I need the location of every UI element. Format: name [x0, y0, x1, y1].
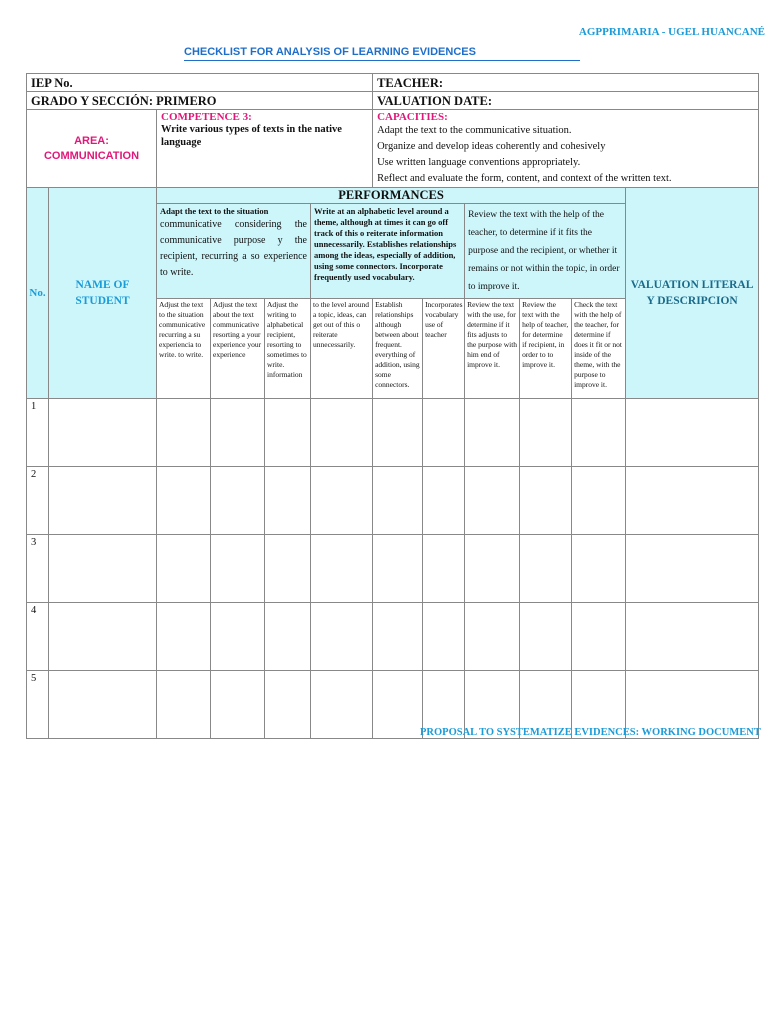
teacher-field[interactable]: TEACHER: — [373, 74, 759, 92]
title-underline — [184, 60, 580, 61]
check-cell[interactable] — [465, 467, 520, 535]
check-cell[interactable] — [211, 467, 265, 535]
check-cell[interactable] — [265, 671, 311, 739]
criterion-cell: Adjust the text to the situation communicative recurring a su experiencia to write. to write. — [157, 299, 211, 399]
student-name-cell[interactable] — [49, 671, 157, 739]
checklist-table — [26, 73, 759, 739]
row-number: 4 — [27, 603, 49, 671]
check-cell[interactable] — [465, 399, 520, 467]
check-cell[interactable] — [423, 399, 465, 467]
row-number: 5 — [27, 671, 49, 739]
criterion-cell: to the level around a topic, ideas, can get out of this o reiterate unnecessarily. — [311, 299, 373, 399]
capacity-item: Adapt the text to the communicative situation. — [377, 125, 572, 136]
check-cell[interactable] — [311, 671, 373, 739]
check-cell[interactable] — [311, 399, 373, 467]
valuation-header: VALUATION LITERAL Y DESCRIPCION — [626, 188, 759, 399]
check-cell[interactable] — [520, 535, 572, 603]
table-row — [27, 603, 759, 671]
competence-text: Write various types of texts in the native language — [161, 124, 342, 148]
check-cell[interactable] — [265, 399, 311, 467]
check-cell[interactable] — [373, 535, 423, 603]
valuation-date-field[interactable]: VALUATION DATE: — [373, 92, 759, 110]
check-cell[interactable] — [520, 603, 572, 671]
footer-note: PROPOSAL TO SYSTEMATIZE EVIDENCES: WORKING DOCUMENT — [420, 727, 761, 738]
criterion-cell: Establish relationships although between about frequent. everything of addition, using some connectors. — [373, 299, 423, 399]
check-cell[interactable] — [373, 467, 423, 535]
check-cell[interactable] — [157, 603, 211, 671]
iep-field[interactable]: IEP No. — [27, 74, 373, 92]
performances-header: PERFORMANCES — [157, 188, 626, 204]
check-cell[interactable] — [211, 535, 265, 603]
valuation-cell[interactable] — [626, 467, 759, 535]
check-cell[interactable] — [311, 535, 373, 603]
capacity-item: Use written language conventions appropriately. — [377, 157, 581, 168]
student-name-header: NAME OF STUDENT — [49, 188, 157, 399]
check-cell[interactable] — [373, 603, 423, 671]
check-cell[interactable] — [520, 467, 572, 535]
row-number: 1 — [27, 399, 49, 467]
check-cell[interactable] — [572, 467, 626, 535]
criterion-cell: Adjust the writing to alphabetical recipient, resorting to sometimes to write. information — [265, 299, 311, 399]
valuation-cell[interactable] — [626, 399, 759, 467]
check-cell[interactable] — [423, 467, 465, 535]
check-cell[interactable] — [157, 535, 211, 603]
check-cell[interactable] — [157, 671, 211, 739]
grade-field[interactable]: GRADO Y SECCIÓN: PRIMERO — [27, 92, 373, 110]
check-cell[interactable] — [211, 399, 265, 467]
check-cell[interactable] — [211, 603, 265, 671]
check-cell[interactable] — [572, 603, 626, 671]
check-cell[interactable] — [265, 535, 311, 603]
check-cell[interactable] — [311, 467, 373, 535]
performance-2-head: Write at an alphabetic level around a theme, although at times it can go off track of this o reiterate information unnecessarily. Establishes relationships among the ideas, especially of addition, using some connectors. Incorporate frequently used vocabulary. — [314, 206, 457, 282]
capacity-item: Reflect and evaluate the form, content, and context of the written text. — [377, 173, 672, 184]
check-cell[interactable] — [265, 603, 311, 671]
student-name-cell[interactable] — [49, 467, 157, 535]
table-row — [27, 399, 759, 467]
check-cell[interactable] — [157, 467, 211, 535]
performance-3-text: Review the text with the help of the teacher, to determine if it fits the purpose and the recipient, or whether it remains or not within the topic, in order to improve it. — [468, 210, 620, 292]
capacities-label: CAPACITIES: — [377, 111, 448, 123]
valuation-cell[interactable] — [626, 535, 759, 603]
competence-cell — [157, 110, 373, 188]
check-cell[interactable] — [423, 603, 465, 671]
table-row — [27, 535, 759, 603]
check-cell[interactable] — [465, 535, 520, 603]
student-name-cell[interactable] — [49, 399, 157, 467]
performance-1-text: communicative considering the communicative purpose y the recipient, recurring a so experience to write. — [160, 219, 307, 278]
check-cell[interactable] — [211, 671, 265, 739]
check-cell[interactable] — [265, 467, 311, 535]
check-cell[interactable] — [572, 535, 626, 603]
check-cell[interactable] — [465, 603, 520, 671]
competence-label: COMPETENCE 3: — [161, 111, 252, 123]
area-value: COMMUNICATION — [43, 149, 140, 162]
performance-1-head: Adapt the text to the situation — [160, 206, 269, 216]
criterion-cell: Incorporates vocabulary use of teacher — [423, 299, 465, 399]
area-label: AREA: — [74, 134, 109, 147]
area-cell — [27, 110, 157, 188]
performance-2 — [311, 204, 465, 299]
check-cell[interactable] — [520, 399, 572, 467]
check-cell[interactable] — [373, 399, 423, 467]
criterion-cell: Review the text with the use, for determine if it fits adjusts to the purpose with him end of improve it. — [465, 299, 520, 399]
performance-1 — [157, 204, 311, 299]
criterion-cell: Check the text with the help of the teacher, for determine if does it fit or not inside of the theme, with the purpose to improve it. — [572, 299, 626, 399]
capacity-item: Organize and develop ideas coherently and cohesively — [377, 141, 606, 152]
table-row — [27, 467, 759, 535]
row-number: 2 — [27, 467, 49, 535]
organization-label: AGPPRIMARIA - UGEL HUANCANÉ — [578, 26, 765, 38]
criterion-cell: Adjust the text about the text communicative resorting a your experience your experience — [211, 299, 265, 399]
row-number: 3 — [27, 535, 49, 603]
valuation-cell[interactable] — [626, 603, 759, 671]
performance-3 — [465, 204, 626, 299]
capacities-cell — [373, 110, 759, 188]
check-cell[interactable] — [157, 399, 211, 467]
student-name-cell[interactable] — [49, 603, 157, 671]
document-title: CHECKLIST FOR ANALYSIS OF LEARNING EVIDENCES — [184, 46, 476, 58]
check-cell[interactable] — [373, 671, 423, 739]
student-name-cell[interactable] — [49, 535, 157, 603]
check-cell[interactable] — [423, 535, 465, 603]
criterion-cell: Review the text with the help of teacher, for determine if recipient, in order to to improve it. — [520, 299, 572, 399]
no-column-header: No. — [27, 188, 49, 399]
check-cell[interactable] — [572, 399, 626, 467]
check-cell[interactable] — [311, 603, 373, 671]
